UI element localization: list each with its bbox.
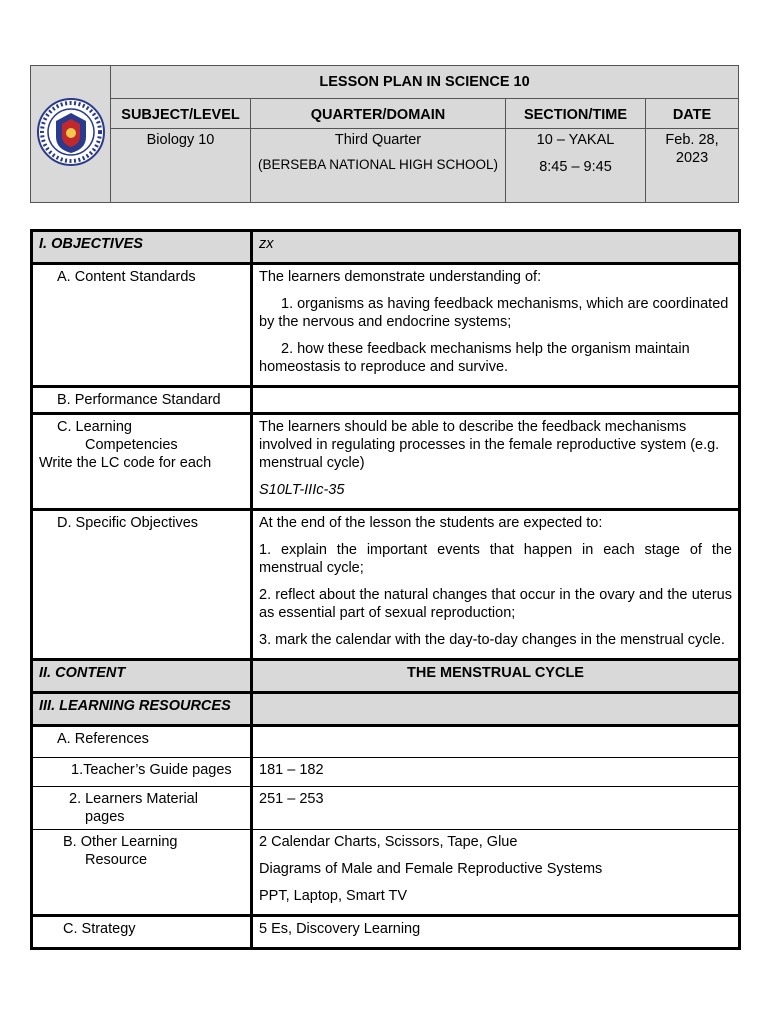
other-resources-label-cell bbox=[32, 830, 252, 916]
learning-competencies-label-cell bbox=[32, 414, 252, 510]
strategy-row bbox=[32, 916, 740, 949]
content-section-row bbox=[32, 660, 740, 693]
content-standards-row bbox=[32, 264, 740, 387]
references-row bbox=[32, 726, 740, 758]
subject-level-value: Biology 10 bbox=[111, 129, 251, 203]
strategy-value: 5 Es, Discovery Learning bbox=[252, 916, 740, 949]
lesson-plan-title: LESSON PLAN IN SCIENCE 10 bbox=[111, 66, 739, 99]
section-time-header: SECTION/TIME bbox=[506, 99, 646, 129]
content-label: II. CONTENT bbox=[32, 660, 252, 693]
teachers-guide-pages: 181 – 182 bbox=[252, 758, 740, 787]
strategy-label: C. Strategy bbox=[32, 916, 252, 949]
other-resource-item: Diagrams of Male and Female Reproductive Systems bbox=[259, 861, 603, 877]
section-name: 10 – YAKAL bbox=[536, 132, 615, 148]
specific-objective-item: 3. mark the calendar with the day-to-day changes in the menstrual cycle. bbox=[259, 632, 725, 648]
learning-competencies-text: The learners should be able to describe the feedback mechanisms involved in regulating processes in the female reproductive system (e.g. menstrual cycle) bbox=[259, 419, 720, 471]
performance-standard-label: B. Performance Standard bbox=[32, 387, 252, 414]
deped-seal-logo bbox=[36, 97, 106, 167]
content-standards-cell bbox=[252, 264, 740, 387]
quarter-domain-value: Third Quarter (BERSEBA NATIONAL HIGH SCHOOL) bbox=[251, 129, 506, 203]
other-resources-row bbox=[32, 830, 740, 916]
learners-material-label: 2. Learners Material bbox=[69, 791, 198, 807]
other-resource-item: PPT, Laptop, Smart TV bbox=[259, 888, 408, 904]
school-name: (BERSEBA NATIONAL HIGH SCHOOL) bbox=[257, 157, 499, 172]
time-range: 8:45 – 9:45 bbox=[539, 159, 612, 175]
learning-competencies-cell bbox=[252, 414, 740, 510]
teachers-guide-label: 1.Teacher’s Guide pages bbox=[32, 758, 252, 787]
other-resources-label: B. Other Learning bbox=[63, 834, 178, 850]
learning-competencies-row bbox=[32, 414, 740, 510]
learning-competencies-label-2: Competencies bbox=[85, 437, 178, 453]
teachers-guide-row bbox=[32, 758, 740, 787]
other-resources-cell bbox=[252, 830, 740, 916]
lc-code: S10LT-IIIc-35 bbox=[259, 482, 345, 498]
references-label: A. References bbox=[32, 726, 252, 758]
objectives-section-row bbox=[32, 231, 740, 264]
specific-objectives-row bbox=[32, 510, 740, 660]
content-standards-label: A. Content Standards bbox=[32, 264, 252, 387]
subject-level-header: SUBJECT/LEVEL bbox=[111, 99, 251, 129]
section-time-value bbox=[506, 129, 646, 203]
content-standards-intro: The learners demonstrate understanding of: bbox=[259, 269, 542, 285]
references-value bbox=[252, 726, 740, 758]
content-standard-item: 1. organisms as having feedback mechanisms, which are coordinated by the nervous and endocrine systems; bbox=[259, 296, 729, 330]
performance-standard-row bbox=[32, 387, 740, 414]
performance-standard-value bbox=[252, 387, 740, 414]
other-resource-item: 2 Calendar Charts, Scissors, Tape, Glue bbox=[259, 834, 518, 850]
lesson-header-table bbox=[30, 65, 739, 203]
content-standard-item: 2. how these feedback mechanisms help the organism maintain homeostasis to reproduce and survive. bbox=[259, 341, 690, 375]
learning-resources-value bbox=[252, 693, 740, 726]
other-resources-label-2: Resource bbox=[85, 852, 148, 868]
lesson-plan-body-table bbox=[30, 229, 741, 950]
logo-cell bbox=[31, 66, 111, 203]
objectives-label: I. OBJECTIVES bbox=[32, 231, 252, 264]
learners-material-row bbox=[32, 787, 740, 830]
specific-objectives-cell bbox=[252, 510, 740, 660]
specific-objective-item: 2. reflect about the natural changes that occur in the ovary and the uterus as essential part of sexual reproduction; bbox=[259, 587, 732, 621]
learners-material-pages: 251 – 253 bbox=[252, 787, 740, 830]
learning-resources-label: III. LEARNING RESOURCES bbox=[32, 693, 252, 726]
objectives-value: zx bbox=[252, 231, 740, 264]
quarter-domain-header: QUARTER/DOMAIN bbox=[251, 99, 506, 129]
content-topic: THE MENSTRUAL CYCLE bbox=[252, 660, 740, 693]
learners-material-label-cell bbox=[32, 787, 252, 830]
specific-objectives-label: D. Specific Objectives bbox=[32, 510, 252, 660]
learners-material-label-2: pages bbox=[85, 809, 125, 825]
specific-objectives-intro: At the end of the lesson the students are expected to: bbox=[259, 515, 603, 531]
lc-code-instruction: Write the LC code for each bbox=[39, 455, 212, 471]
date-value: Feb. 28, 2023 bbox=[646, 129, 739, 203]
date-header: DATE bbox=[646, 99, 739, 129]
learning-resources-section-row bbox=[32, 693, 740, 726]
learning-competencies-label: C. Learning bbox=[57, 419, 132, 435]
specific-objective-item: 1. explain the important events that happen in each stage of the menstrual cycle; bbox=[259, 542, 732, 576]
